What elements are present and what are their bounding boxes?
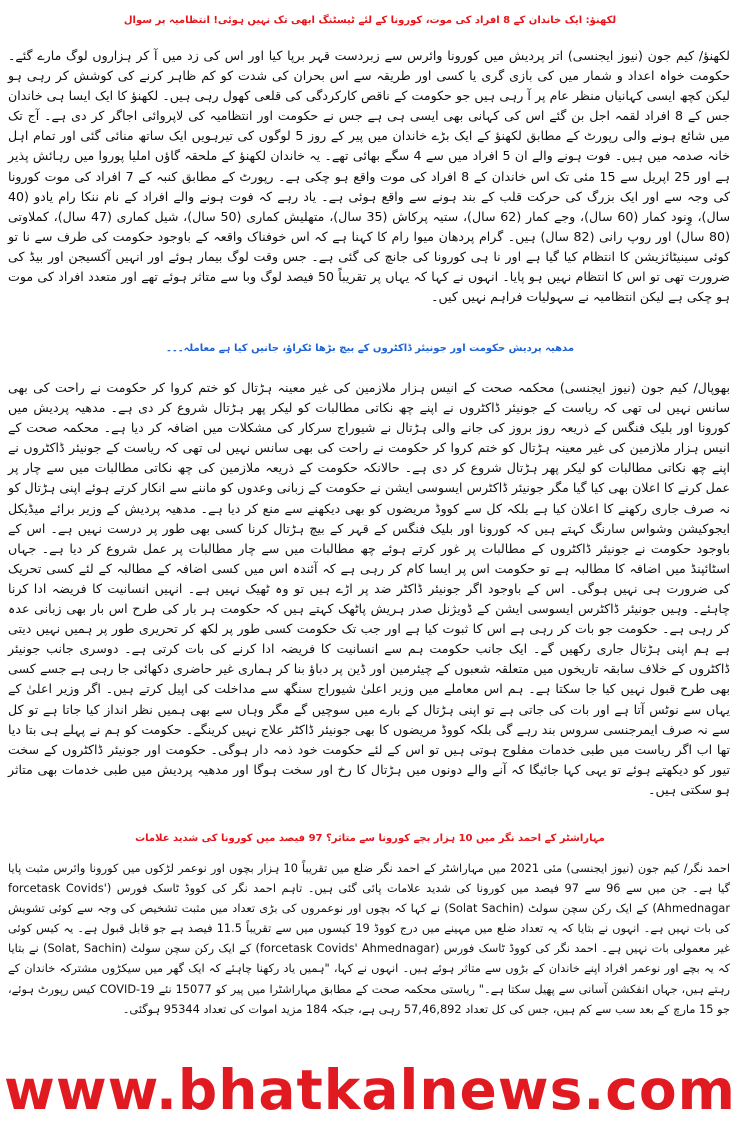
article-1-body: لکھنؤ/ کیم جون (نیوز ایجنسی) اتر پردیش میں کورونا وائرس سے زبردست قہر برپا کیا اور اس کی زد میں آ کر ہزاروں لوگ مارے گئے۔ حکومت خواہ اعداد و شمار میں کی بازی گری یا کسی اور طریقہ سے اس بحران کی شدت کو کم ظاہر کرنے کی کوشش کر رہی ہو لیکن کچھ ایسی کہانیاں منظر عام پر آ رہی ہیں جو حکومت کے ناقص کارکردگی کی قلعی کھول رہی ہیں۔ لکھنؤ کا ایک ایسا ہی خاندان جس کے 8 افراد لقمہ اجل بن گئے اس کی کہانی بھی ایسی ہی ہے جس نے حکومت اور انتظامیہ کی لاپروائی اجاگر کر دی ہے۔ آج تک میں شائع ہونے والی رپورٹ کے مطابق لکھنؤ کے ایک بڑے خاندان میں پیر کے روز 5 لوگوں کی تیرہویں ایک ساتھ منائی گئی اور تمام اہل خانہ صدمہ میں ہیں۔ فوت ہونے والے ان 5 افراد میں سے 4 سگے بھائی تھے۔ یہ خاندان لکھنؤ کے ملحقہ گاؤں املیا پوروا میں رہائش پذیر ہے اور 25 اپریل سے 15 مئی تک اس خاندان کے 8 افراد کی موت واقع ہو چکی ہے۔ رپورٹ کے مطابق کنبہ کے 7 افراد کی موت کورونا کی وجہ سے اور ایک بزرگ کی حرکت قلب کے بند ہونے سے واقع ہوئی ہے۔ یاد رہے کہ فوت ہونے والے افراد کے نام ننکا رام یادو (40 سال)، وِنود کمار (60 سال)، وجے کمار (62 سال)، ستیہ پرکاش (35 سال)، متھلیش کماری (50 سال)، شیل کماری (47 سال)، کملاوتی (80 سال) اور روپ رانی (82 سال) ہیں۔ گرام پردھان میوا رام کا کہنا ہے کہ اس خوفناک واقعہ کے باوجود حکومت کی طرف سے نا تو کوئی سینیٹائزیشن کا انتظام کیا گیا ہے اور نا ہی کورونا کی جانچ کی گئی ہے۔ جس وقت لوگ بیمار ہوئے اور انہیں آکسیجن اور بیڈ کی ضرورت تھی تو اس کا انتظام نہیں ہو پایا۔ انہوں نے کہا کہ یہاں پر تقریباً 50 فیصد لوگ وبا سے متاثر ہوئے تھے اور متعدد افراد کی موت ہو چکی ہے لیکن انتظامیہ نے سہولیات فراہم نہیں کیں۔: [8, 48, 731, 305]
site-watermark-link[interactable]: www.bhatkalnews.com: [4, 1058, 736, 1122]
article-2-body: بھوپال/ کیم جون (نیوز ایجنسی) محکمہ صحت کے انیس ہزار ملازمین کی غیر معینہ ہڑتال کو ختم کروا کر حکومت نے راحت کی بھی سانس نہیں لی تھی کہ ریاست کے جونیئر ڈاکٹروں نے اپنے چھ نکاتی مطالبات کو لیکر پھر ہڑتال شروع کر دی ہے۔ مدھیہ پردیش میں کورونا اور بلیک فنگس کے ذریعہ روز بروز کی جانے والی ہڑتال نے شیوراج سرکار کی مشکلات میں اضافہ کر دیا ہے۔ محکمہ صحت کے انیس ہزار ملازمین کی غیر معینہ ہڑتال کو ختم کروا کر حکومت نے راحت کی بھی سانس نہیں لی تھی کہ ریاست کے جونیئر ڈاکٹروں نے اپنے چھ نکاتی مطالبات کو لیکر پھر ہڑتال شروع کر دی ہے۔ حالانکہ حکومت کے ذریعہ ملازمین کی چھ نکاتی مطالبات میں سے چار پر عمل کرنے کا اعلان بھی کیا گیا مگر جونیئر ڈاکٹرس ایسوسی ایشن نے حکومت کے زبانی وعدوں کو ماننے سے انکار کرتے ہوئے اپنی ہڑتال کو نہ صرف جاری رکھنے کا اعلان کیا ہے بلکہ کل سے کووڈ مریضوں کو بھی دیکھنے سے منع کر دیا ہے۔ مدھیہ پردیش کے وزیر برائے میڈیکل ایجوکیشن وشواس سارنگ کہتے ہیں کہ کورونا اور بلیک فنگس کے قہر کے بیچ ہڑتال کرنا کسی بھی طور پر درست نہیں ہے۔ اس کے باوجود حکومت نے جونیئر ڈاکٹروں کے مطالبات پر غور کرتے ہوئے چھ مطالبات میں سے چار مطالبات پر عمل شروع کر دیا ہے۔ جہاں اسٹائپنڈ میں اضافہ کا مطالبہ ہے تو حکومت اس پر ایسا کام کر رہی ہے کہ آئندہ اس میں کسی اضافہ کے مطالبہ کے لئے کسی تحریک کی ضرورت ہی نہیں ہوگی۔ اس کے باوجود اگر جونیئر ڈاکٹر ضد پر اڑے ہیں تو وہ ٹھیک نہیں ہے۔ انہیں انسانیت کا فریضہ ادا کرنا چاہئے۔ وہیں جونیئر ڈاکٹرس ایسوسی ایشن کے ڈویژنل صدر ہریش پاٹھک کہتے ہیں کہ حکومت ہر بار کی طرح اس بار بھی زبانی عدہ کر رہی ہے۔ حکومت جو بات کر رہی ہے اس کا ثبوت کیا ہے اور جب تک حکومت کسی طور پر لکھ کر تحریری طور پر ہمیں نہیں دیتی ہے ہم اپنی ہڑتال جاری رکھیں گے۔ ایک جانب حکومت ہم سے انسانیت کا فریضہ ادا کرنے کی بات کرتی ہے۔ دوسری جانب جونیئر ڈاکٹروں کے خلاف سابقہ تاریخوں میں متعلقہ شعبوں کے چیئرمین اور ڈین پر دباؤ بنا کر ہماری غیر حاضری دکھائی جا رہی ہے جسے کسی بھی طرح قبول نہیں کیا جا سکتا ہے۔ ہم اس معاملے میں وزیر اعلیٰ شیوراج سنگھ سے مداخلت کی اپیل کرتے ہیں۔ اگر وزیر اعلیٰ کے یہاں سے نوٹس آتا ہے اور بات کی جاتی ہے تو اپنی ہڑتال کے بارے میں سوچیں گے مگر وہاں سے بھی ہمیں نظر انداز کیا جاتا ہے تو کل سے نہ صرف ایمرجنسی سروس بند رہے گی بلکہ کووڈ مریضوں کا بھی جونیئر ڈاکٹر علاج نہیں کرینگے۔ حکومت کو ہم نے پہلے ہی بتا دیا تھا اب اگر ریاست میں طبی خدمات مفلوج ہوتی ہیں تو اس کے لئے حکومت خود ذمہ دار ہوگی۔ حکومت اور جونیئر ڈاکٹروں کے سخت تیور کو دیکھتے ہوئے تو یہی کہا جائیگا کہ آنے والے دونوں میں ہڑتال کا رخ اور سخت ہوگا اور مدھیہ پردیش میں طبی خدمات بھی متاثر ہو سکتی ہیں۔: [8, 380, 730, 797]
article-3-body: احمد نگر/ کیم جون (نیوز ایجنسی) مئی 2021 میں مہاراشٹر کے احمد نگر ضلع میں تقریباً 10 ہزار بچوں اور نوعمر لڑکوں میں کورونا وائرس مثبت پایا گیا ہے۔ جن میں سے 96 سے 97 فیصد میں کورونا کی شدید علامات پائی گئی ہیں۔ تاہم احمد نگر کی کووڈ ٹاسک فورس (forcetask Covids' Ahmednagar) کے ایک رکن سچن سولٹ (Solat Sachin) نے کہا کہ بچوں اور نوعمروں کی بڑی تعداد میں مثبت تشخیص کی وجہ سے کوئی تشویش کی بات نہیں ہے۔ انہوں نے بتایا کہ یہ تعداد ضلع میں مہینے میں درج کووڈ 19 کیسوں میں سے تقریباً 11.5 فیصد ہے جو قابل قبول ہے۔ یہ کیس کوئی غیر معمولی بات نہیں ہے۔ احمد نگر کی کووڈ ٹاسک فورس (forcetask Covids' Ahmednagar) کے ایک رکن سچن سولٹ (Solat, Sachin) نے بتایا کہ یہ بچے اور نوعمر افراد اپنے خاندان کے بڑوں سے متاثر ہوئے ہیں۔ انہوں نے کہا، "ہمیں یاد رکھنا چاہئے کہ ایک گھر میں سیکڑوں مشترکہ خاندان کے رہتے ہیں، جہاں انفکشن آسانی سے پھیل سکتا ہے۔" ریاستی محکمہ صحت کے مطابق مہاراشٹرا میں پیر کو 15077 نئے COVID-19 کیس رپورٹ ہوئے، جو 15 مارچ کے بعد سب سے کم ہیں، جس کی کل تعداد 57,46,892 رہی ہے، جبکہ 184 مزید اموات کی تعداد 95344 ہوگئی۔: [8, 861, 731, 1016]
article-2-headline: مدھیہ پردیش حکومت اور جونیئر ڈاکٹروں کے بیچ بڑھا ٹکراؤ، جانیں کیا ہے معاملہ۔۔۔: [165, 343, 575, 354]
article-1-headline: لکھنؤ: ایک خاندان کے 8 افراد کی موت، کورونا کے لئے ٹیسٹنگ ابھی تک نہیں ہوئی! انتظامیہ پر سوال: [123, 15, 617, 26]
article-3-headline: مہاراشٹر کے احمد نگر میں 10 ہزار بچے کورونا سے متاثر؟ 97 فیصد میں کورونا کی شدید علامات: [135, 833, 605, 844]
